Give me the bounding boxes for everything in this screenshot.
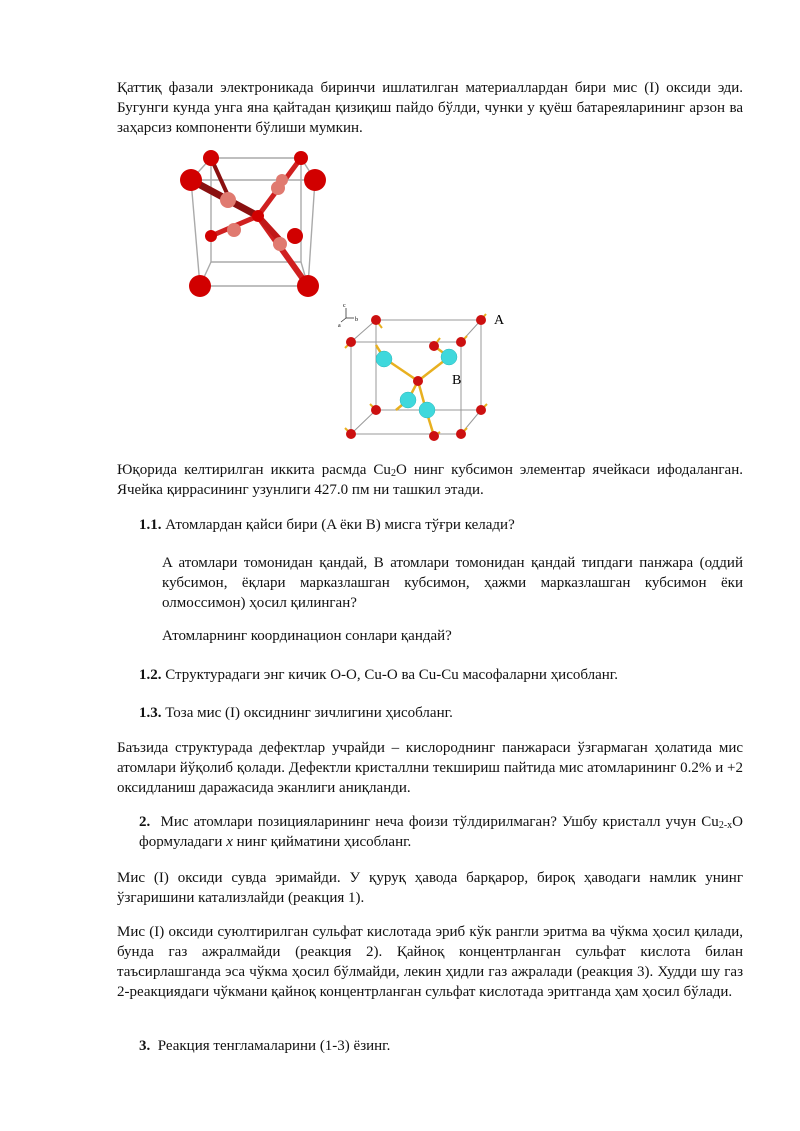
question-number: 1.2.: [139, 667, 162, 683]
cu2o-unit-cell-figure: [336, 300, 516, 445]
question-1-3: 1.3. Тоза мис (I) оксиднинг зичлигини ҳисобланг.: [139, 705, 453, 721]
question-number: 1.3.: [139, 705, 162, 721]
acid-paragraph: Мис (I) оксиди суюлтирилган сульфат кислотада эриб кўк рангли эритма ва чўкма ҳосил қилади, бунда газ ажралмайди (реакция 2). Қайноқ концентрланган сульфат кислота билан таъсирлашганда эса чўкма ҳосил бўлмайди, лекин ҳидли газ ажралади (реакция 3). Худди шу газ 2-реакциядаги чўкмани қайноқ концентрланган сульфат кислотада эритганда ҳам ҳосил бўлади.: [117, 924, 743, 1000]
axis-b-label: b: [355, 317, 358, 323]
question-3: 3. Реакция тенгламаларини (1-3) ёзинг.: [139, 1038, 391, 1054]
atom-label-a: A: [494, 313, 505, 328]
question-number: 2.: [139, 814, 151, 830]
question-1-1-lattice: A атомлари томонидан қандай, B атомлари томонидан қандай типдаги панжара (оддий кубсимон, ёқлари марказлашган кубсимон, ҳажми марказлашган кубсимон ёки олмоссимон) ҳосил қилинган?: [162, 555, 743, 611]
question-number: 3.: [139, 1038, 151, 1054]
water-paragraph: Мис (I) оксиди сувда эримайди. У қуруқ ҳавода барқарор, бироқ ҳаводаги намлик унинг ўзгаришини катализлайди (реакция 1).: [117, 870, 743, 906]
question-2: 2. Мис атомлари позицияларининг неча фоизи тўлдирилмаган? Ушбу кристалл учун $Cu_{2-x}O$ формуладаги x нинг қийматини ҳисобланг.: [139, 814, 743, 850]
question-1-2: 1.2. Структурадаги энг кичик O-O, Cu-O ва Cu-Cu масофаларни ҳисобланг.: [139, 667, 618, 683]
intro-paragraph: Қаттиқ фазали электроникада биринчи ишлатилган материаллардан бири мис (I) оксиди эди. Бугунги кунда унга яна қайтадан қизиқиш пайдо бўлди, чунки у қуёш батареяларининг арзон ва заҳарсиз компоненти бўлиши мумкин.: [117, 80, 743, 136]
question-1-1-coordination: Атомларнинг координацион сонлари қандай?: [162, 628, 452, 644]
axis-c-label: c: [343, 303, 346, 309]
defects-paragraph: Баъзида структурада дефектлар учрайди – кислороднинг панжараси ўзгармаган ҳолатида мис атомлари йўқолиб қолади. Дефектли кристаллни текшириш пайтида мис атомларининг 0.2% и +2 оксидланиш даражасида эканлиги аниқланди.: [117, 740, 743, 796]
atom-label-b: B: [452, 373, 462, 388]
unit-cell-paragraph: Юқорида келтирилган иккита расмда $Cu_2O$ нинг кубсимон элементар ячейкаси ифодаланган. Ячейка қиррасининг узунлиги 427.0 пм ни ташкил этади.: [117, 462, 743, 498]
axis-a-label: a: [338, 323, 341, 329]
question-1-1: 1.1. Атомлардан қайси бири (A ёки B) мисга тўғри келади?: [139, 517, 515, 533]
cu2o-ball-stick-figure: [170, 140, 340, 302]
question-number: 1.1.: [139, 517, 162, 533]
